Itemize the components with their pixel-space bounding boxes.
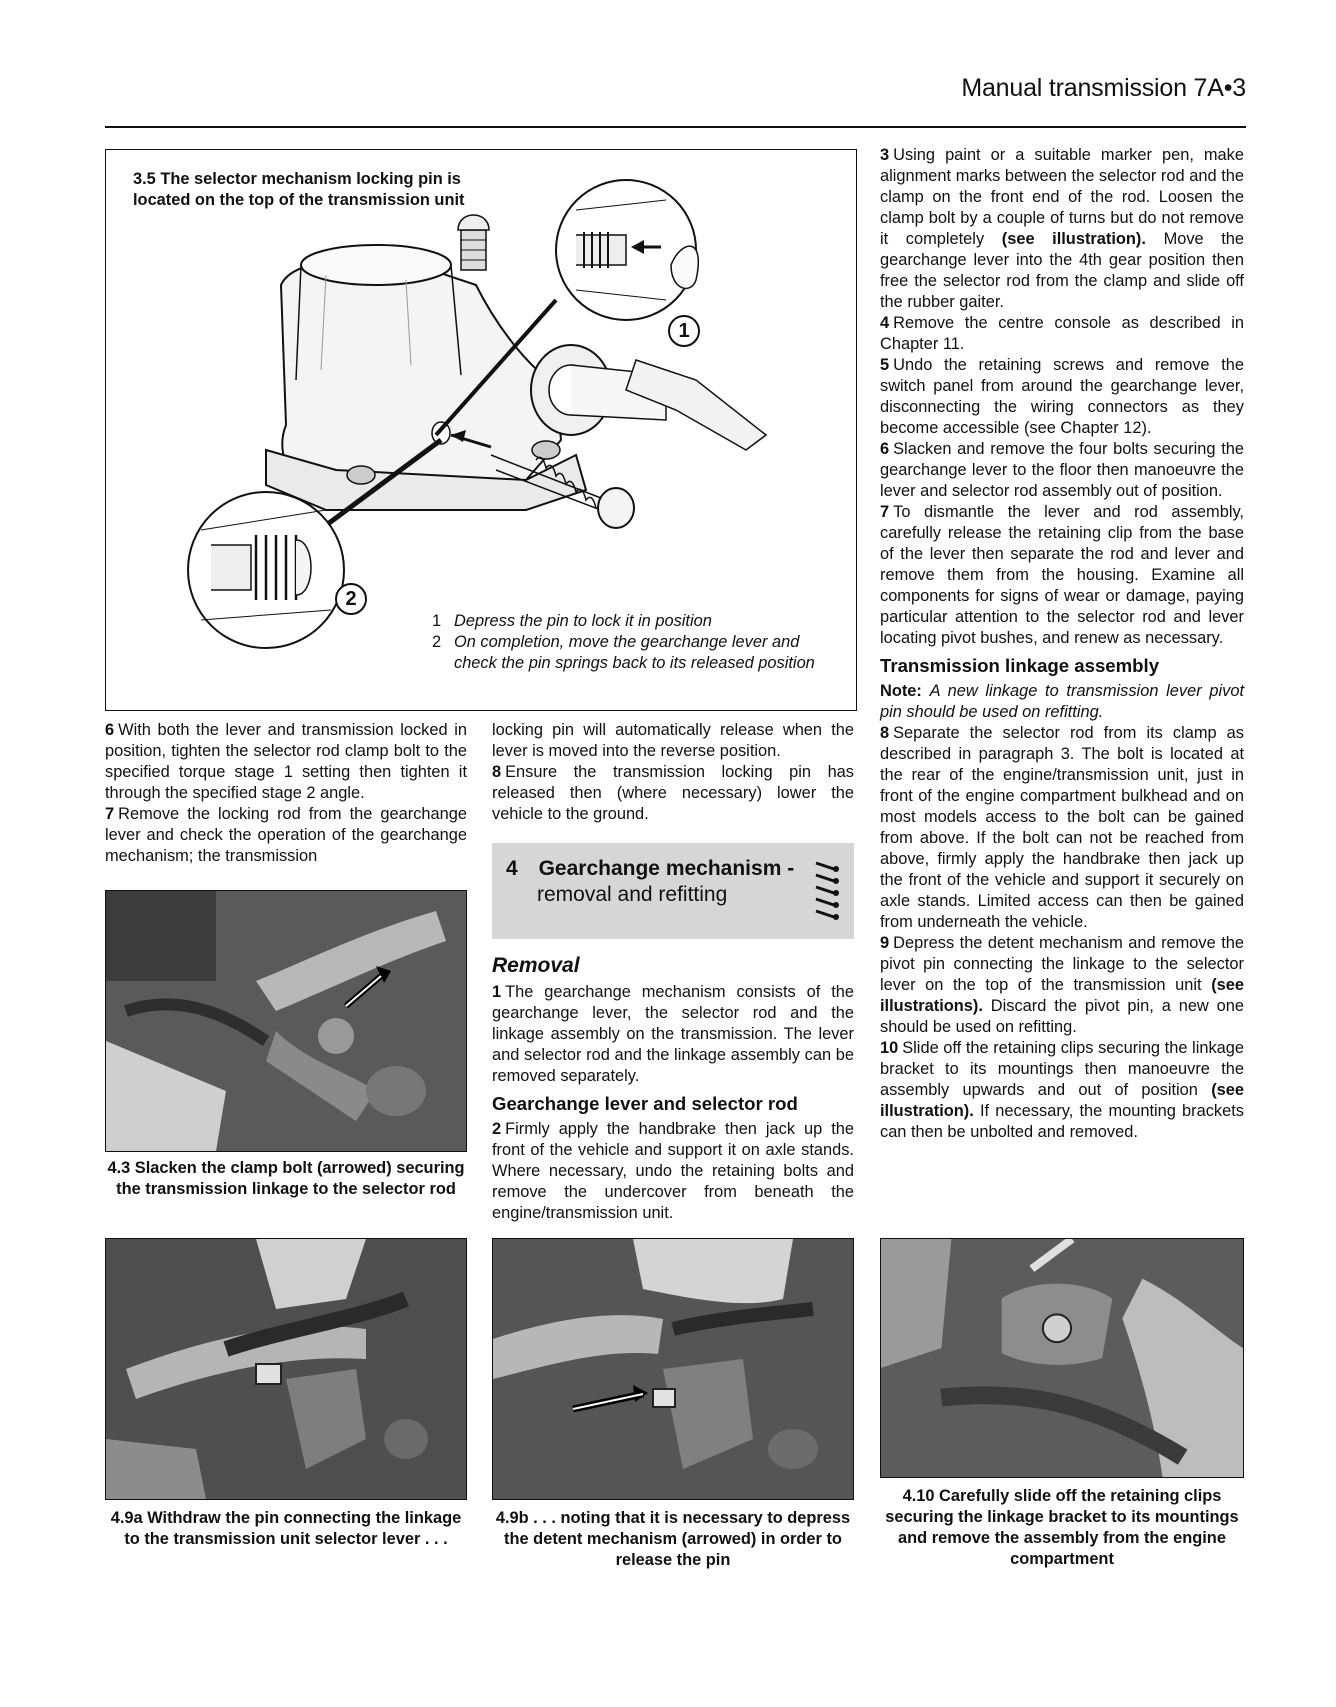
marker-1: 1 <box>668 315 700 347</box>
right-column-text: 3 Using paint or a suitable marker pen, make alignment marks between the selector rod and the clamp on the front end of the rod. Loosen the clamp bolt by a couple of turns but do not remove it completely (see illustration). Move the gearchange lever into the 4th gear position then free the selector rod from the clamp and slide off the rubber gaiter. 4 Remove the centre console as described in Chapter 11. 5 Undo the retaining screws and remove the switch panel from around the gearchange lever, disconnecting the wiring connectors as they become accessible (see Chapter 12). 6 Slacken and remove the four bolts securing the gearchange lever to the floor then manoeuvre the lever and selector rod assembly out of position. 7 To dismantle the lever and rod assembly, carefully release the retaining clip from the base of the lever then separate the rod and lever and remove them from the housing. Examine all components for signs of wear or damage, paying particular attention to the selector rod and lever locating pivot bushes, and renew as necessary. Transmission linkage assembly Note: A new linkage to transmission lever pivot pin should be used on refitting. 8 Separate the selector rod from its clamp as described in paragraph 3. The bolt is located at the rear of the engine/transmission unit, just in front of the engine compartment bulkhead and on most models access to the bolt can be gained from above. If the bolt can not be reached from above, firmly apply the handbrake then jack up the front of the vehicle and support it securely on axle stands. Limited access can then be gained from underneath the vehicle. 9 Depress the detent mechanism and remove the pivot pin connecting the linkage to the selector lever on the top of the transmission unit (see illustrations). Discard the pivot pin, a new one should be used on refitting. 10 Slide off the retaining clips securing the linkage bracket to its mountings then manoeuvre the assembly upwards and out of position (see illustration). If necessary, the mounting brackets can then be unbolted and removed. <box>880 146 1245 1141</box>
section-subtitle: removal and refitting <box>537 883 728 906</box>
photo-4-9b <box>492 1238 854 1500</box>
photo-4-9a-caption: 4.9a Withdraw the pin connecting the linkage to the transmission unit selector lever . . . <box>110 1509 462 1548</box>
photo-4-9b-caption: 4.9b . . . noting that it is necessary to depress the detent mechanism (arrowed) in order to release the pin <box>495 1509 851 1569</box>
photo-4-10-caption: 4.10 Carefully slide off the retaining clips securing the linkage bracket to its mountings and remove the assembly from the engine compartment <box>885 1487 1239 1568</box>
photo-4-9a <box>105 1238 467 1500</box>
subhead-linkage: Transmission linkage assembly <box>880 655 1160 676</box>
removal-heading: Removal <box>492 954 580 977</box>
difficulty-spanner-icon <box>810 855 842 925</box>
figure-3-5 <box>105 149 857 711</box>
section-heading-4 <box>492 843 854 939</box>
middle-column-text-bottom: Removal 1 The gearchange mechanism consists of the gearchange lever, the selector rod and the linkage assembly on the transmission. The lever and selector rod and the linkage assembly can be removed separately. Gearchange lever and selector rod 2 Firmly apply the handbrake then jack up the front of the vehicle and support it on axle stands. Where necessary, undo the retaining bolts and remove the undercover from beneath the engine/transmission unit. <box>492 954 854 1222</box>
subhead-lever-rod: Gearchange lever and selector rod <box>492 1093 798 1114</box>
photo-4-3 <box>105 890 467 1152</box>
header-rule <box>105 126 1246 128</box>
left-column-text: 6 With both the lever and transmission locked in position, tighten the selector rod clamp bolt to the specified torque stage 1 setting then tighten it through the specified stage 2 angle. 7 Remove the locking rod from the gearchange lever and check the operation of the gearchange mechanism; the transmission <box>105 721 467 865</box>
middle-column-text-top: locking pin will automatically release when the lever is moved into the reverse position. 8 Ensure the transmission locking pin has released then (where necessary) lower the vehicle to the ground. <box>492 721 854 823</box>
figure-legend: 1 Depress the pin to lock it in position 2 On completion, move the gearchange lever and check the pin springs back to its released position <box>432 612 815 672</box>
running-header: Manual transmission 7A•3 <box>961 74 1246 102</box>
marker-2: 2 <box>335 583 367 615</box>
figure-caption: 3.5 The selector mechanism locking pin is located on the top of the transmission unit <box>133 170 465 209</box>
section-title: Gearchange mechanism - <box>538 857 795 880</box>
photo-4-3-caption: 4.3 Slacken the clamp bolt (arrowed) securing the transmission linkage to the selector rod <box>107 1159 465 1198</box>
section-number: 4 <box>506 857 518 880</box>
photo-4-10 <box>880 1238 1244 1478</box>
